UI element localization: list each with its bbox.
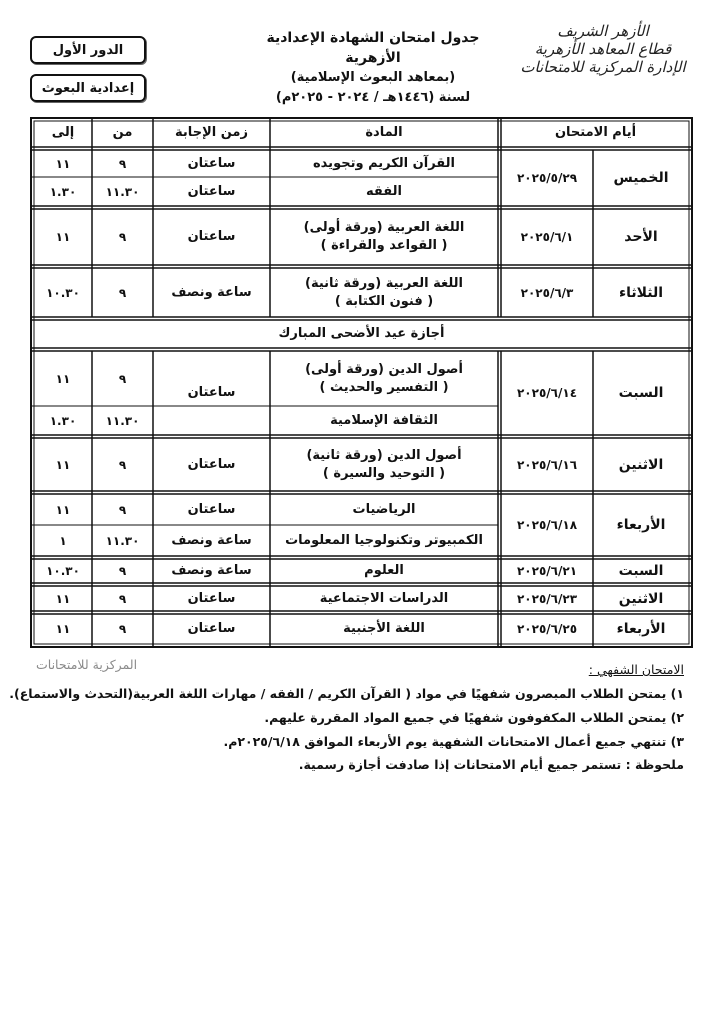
school-label-box xyxy=(30,74,146,102)
duration: ساعة ونصف xyxy=(171,532,252,548)
time-from: ٩ xyxy=(118,502,127,517)
duration: ساعتان xyxy=(187,229,236,244)
subject-name: اللغة العربية (ورقة ثانية) xyxy=(305,275,463,291)
exam-day: السبت xyxy=(618,385,664,401)
subject-name: أصول الدين (ورقة أولى) xyxy=(305,361,463,377)
time-to: ١١ xyxy=(55,622,71,636)
exam-day: الأربعاء xyxy=(616,517,666,533)
exam-date: ٢٠٢٥/٦/١٨ xyxy=(516,518,578,532)
subject-name: الفقه xyxy=(366,183,402,199)
subject-cell xyxy=(270,351,498,406)
duration: ساعتان xyxy=(187,183,236,199)
document-title-block xyxy=(240,28,506,108)
time-from: ٩ xyxy=(118,564,127,578)
header-exam-days: أيام الامتحان xyxy=(554,125,637,140)
time-from: ١١.٣٠ xyxy=(105,413,140,428)
subject-name: أصول الدين (ورقة ثانية) xyxy=(306,447,462,463)
exam-day: الثلاثاء xyxy=(618,284,664,301)
time-from: ١١.٣٠ xyxy=(105,533,140,548)
time-from: ٩ xyxy=(118,156,127,171)
academic-year: لسنة (١٤٤٦هـ / ٢٠٢٤ - ٢٠٢٥م) xyxy=(275,90,471,105)
subject-detail: ( فنون الكتابة ) xyxy=(334,293,434,309)
document-title: جدول امتحان الشهادة الإعدادية الأزهرية xyxy=(266,30,480,66)
time-to: ١٠.٣٠ xyxy=(46,285,80,300)
duration: ساعتان xyxy=(187,456,236,472)
subject-name: الثقافة الإسلامية xyxy=(330,412,438,428)
subject-detail: ( التوحيد والسيرة ) xyxy=(322,465,446,481)
exam-day: الاثنين xyxy=(618,456,664,473)
logo-line: الأزهر الشريف xyxy=(557,22,649,40)
exam-day: الخميس xyxy=(613,170,669,186)
subject-name: الكمبيوتر وتكنولوجيا المعلومات xyxy=(285,532,483,548)
duration: ساعتان xyxy=(187,501,236,517)
subject-detail: ( التفسير والحديث ) xyxy=(319,379,449,395)
oral-exam-heading: الامتحان الشفهي : xyxy=(588,662,684,677)
time-from: ٩ xyxy=(118,622,127,636)
exam-date: ٢٠٢٥/٦/١٤ xyxy=(516,386,578,400)
time-from: ٩ xyxy=(118,230,127,244)
exam-date: ٢٠٢٥/٦/٢٣ xyxy=(516,591,578,606)
subject-name: القرآن الكريم وتجويده xyxy=(313,155,455,171)
note-item: ٣) تنتهي جميع أعمال الامتحانات الشفهية يوم الأربعاء الموافق ٢٠٢٥/٦/١٨م. xyxy=(223,734,684,749)
exam-day: الاثنين xyxy=(618,590,664,607)
subject-detail: ( القواعد والقراءة ) xyxy=(320,238,448,253)
subject-name: اللغة الأجنبية xyxy=(343,621,425,636)
holiday-banner: أجازة عيد الأضحى المبارك xyxy=(278,326,445,341)
time-to: ١١ xyxy=(55,502,71,517)
exam-schedule-table xyxy=(30,117,693,648)
exam-date: ٢٠٢٥/٦/٢١ xyxy=(516,564,578,578)
time-to: ١ xyxy=(59,533,67,548)
round-label-box xyxy=(30,36,146,64)
exam-date: ٢٠٢٥/٥/٢٩ xyxy=(516,171,578,185)
school-label: إعدادية البعوث xyxy=(41,80,135,96)
exam-date: ٢٠٢٥/٦/١٦ xyxy=(516,457,578,472)
duration: ساعة ونصف xyxy=(171,563,252,578)
time-to: ١١ xyxy=(55,591,71,606)
subject-cell xyxy=(270,209,498,265)
time-from: ٩ xyxy=(118,591,127,606)
header-subject: المادة xyxy=(365,125,403,140)
exam-date: ٢٠٢٥/٦/٣ xyxy=(520,285,574,300)
round-label: الدور الأول xyxy=(52,42,124,58)
subject-cell xyxy=(270,268,498,317)
notes-section xyxy=(9,658,684,778)
exam-date: ٢٠٢٥/٦/٢٥ xyxy=(516,622,578,636)
time-from: ٩ xyxy=(118,371,127,386)
institution-logo xyxy=(508,22,698,76)
subject-name: الرياضيات xyxy=(352,501,416,517)
duration: ساعتان xyxy=(187,385,236,400)
exam-date: ٢٠٢٥/٦/١ xyxy=(520,230,574,244)
time-to: ١.٣٠ xyxy=(49,413,77,428)
subject-name: اللغة العربية (ورقة أولى) xyxy=(303,220,465,235)
time-to: ١١ xyxy=(55,230,71,244)
time-to: ١١ xyxy=(55,371,71,386)
note-item: ٢) يمتحن الطلاب المكفوفون شفهيًا في جميع المواد المقررة عليهم. xyxy=(264,710,684,725)
exam-day: الأحد xyxy=(624,229,658,245)
time-from: ١١.٣٠ xyxy=(105,184,140,199)
header-to: إلى xyxy=(51,125,75,140)
time-to: ١١ xyxy=(55,457,71,472)
subject-cell xyxy=(270,438,498,491)
note-remark: ملحوظة : تستمر جميع أيام الامتحانات إذا صادفت أجازة رسمية. xyxy=(298,757,684,772)
logo-line: الإدارة المركزية للامتحانات xyxy=(520,58,686,76)
duration: ساعتان xyxy=(187,621,236,636)
duration: ساعتان xyxy=(187,155,236,171)
note-item: ١) يمتحن الطلاب المبصرون شفهيًا في مواد ( القرآن الكريم / الفقه / مهارات اللغة العربية(التحدث والاستماع). xyxy=(9,686,684,701)
exam-day: السبت xyxy=(618,563,664,579)
document-subtitle: (بمعاهد البعوث الإسلامية) xyxy=(290,70,456,85)
subject-name: الدراسات الاجتماعية xyxy=(319,590,449,606)
duration: ساعة ونصف xyxy=(171,284,252,300)
time-from: ٩ xyxy=(118,457,127,472)
exam-day: الأربعاء xyxy=(616,621,666,637)
header-from: من xyxy=(112,125,133,140)
header-duration: زمن الإجابة xyxy=(175,125,248,140)
logo-line: قطاع المعاهد الأزهرية xyxy=(534,40,672,58)
time-to: ١٠.٣٠ xyxy=(46,564,80,578)
time-from: ٩ xyxy=(118,285,127,300)
time-to: ١١ xyxy=(55,156,71,171)
time-to: ١.٣٠ xyxy=(49,184,77,199)
duration: ساعتان xyxy=(187,590,236,606)
central-exams-stamp: المركزية للامتحانات xyxy=(36,657,138,672)
subject-name: العلوم xyxy=(364,563,404,578)
